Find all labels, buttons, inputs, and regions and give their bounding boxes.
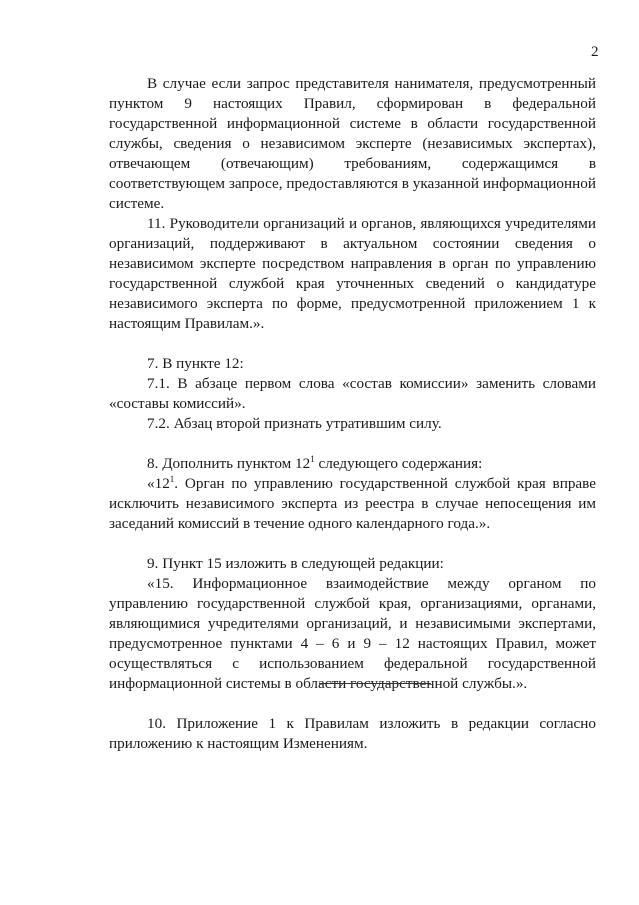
item-8-heading-text: 8. Дополнить пунктом 12 <box>147 455 311 472</box>
item-8-heading <box>109 454 596 474</box>
item-9-heading: 9. Пункт 15 изложить в следующей редакции: <box>147 555 444 572</box>
item-8-text <box>109 474 596 534</box>
end-divider-line <box>319 683 431 684</box>
superscript: 1 <box>310 454 315 464</box>
item-8-text-rest: . Орган по управлению государственной службой края вправе исключить независимого эксперта из реестра в случае непосещения им заседаний комиссий в течение одного календарного года.». <box>109 475 596 532</box>
item-7-heading: 7. В пункте 12: <box>147 355 244 372</box>
spacer <box>109 694 596 714</box>
item-7-2: 7.2. Абзац второй признать утратившим силу. <box>147 415 442 432</box>
item-8-heading-tail: следующего содержания: <box>314 455 483 472</box>
superscript: 1 <box>169 474 175 484</box>
spacer <box>109 534 596 554</box>
page-number: 2 <box>591 44 599 60</box>
spacer <box>109 334 596 354</box>
document-body <box>109 74 596 754</box>
item-8-text-start: «12 <box>147 475 170 492</box>
spacer <box>109 434 596 454</box>
item-10: 10. Приложение 1 к Правилам изложить в редакции согласно приложению к настоящим Изменениям. <box>109 715 596 752</box>
item-9-text: «15. Информационное взаимодействие между органом по управлению государственной службой края, организациями, органами, являющимися учредителями организаций, и независимыми экспертами, предусмотренное пунктами 4 – 6 и 9 – 12 настоящих Правил, может осуществляться с использованием федеральной государственной информационной системы в области государственной службы.». <box>109 575 596 692</box>
paragraph-item-11: 11. Руководители организаций и органов, являющихся учредителями организаций, поддерживают в актуальном состоянии сведения о независимом эксперте посредством направления в орган по управлению государственной службой края уточненных сведений о кандидатуре независимого эксперта по форме, предусмотренной приложением 1 к настоящим Правилам.». <box>109 215 596 332</box>
item-7-1: 7.1. В абзаце первом слова «состав комиссии» заменить словами «составы комиссий». <box>109 375 596 412</box>
paragraph-info-system: В случае если запрос представителя нанимателя, предусмотренный пунктом 9 настоящих Правил, сформирован в федеральной государственной информационной системе в области государственной службы, сведения о независимом эксперте (независимых экспертах), отвечающем (отвечающим) требованиям, содержащимся в соответствующем запросе, предоставляются в указанной информационной системе. <box>109 75 596 212</box>
